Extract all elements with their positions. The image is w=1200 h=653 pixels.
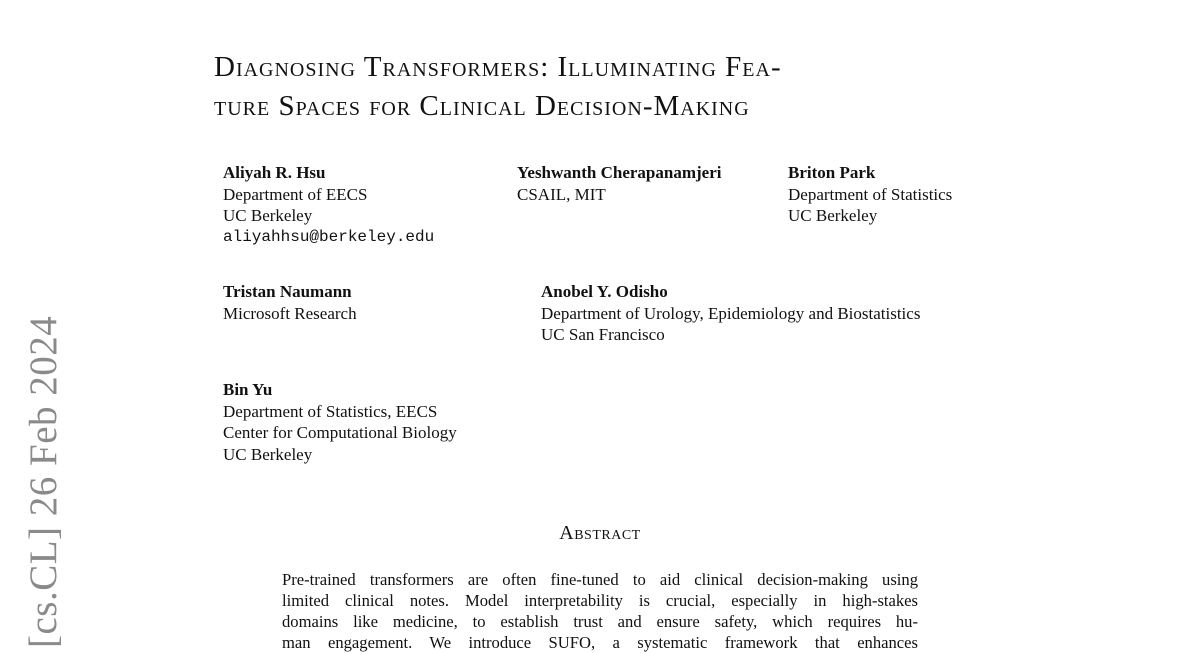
author-block: [223, 162, 434, 248]
arxiv-stamp: [cs.CL] 26 Feb 2024: [22, 315, 65, 648]
author-affiliation: Microsoft Research: [223, 303, 357, 323]
author-name: Briton Park: [788, 163, 876, 182]
abstract-line: limited clinical notes. Model interpretability is crucial, especially in high-stakes: [282, 591, 918, 610]
abstract-line: man engagement. We introduce SUFO, a systematic framework that enhances: [282, 633, 918, 652]
author-affiliation: Department of EECS: [223, 184, 368, 204]
author-email[interactable]: aliyahhsu@berkeley.edu: [223, 227, 435, 246]
author-block: [541, 281, 920, 346]
author-affiliation: Department of Statistics, EECS: [223, 401, 438, 421]
abstract-body: [282, 569, 918, 653]
author-affiliation: Center for Computational Biology: [223, 423, 457, 442]
abstract-line: Pre-trained transformers are often fine-tuned to aid clinical decision-making using: [282, 570, 918, 589]
author-name: Aliyah R. Hsu: [223, 163, 326, 182]
author-block: [788, 162, 952, 227]
author-block: [517, 162, 721, 205]
author-affiliation: UC Berkeley: [223, 444, 313, 464]
author-affiliation: UC Berkeley: [223, 206, 313, 225]
author-block: [223, 379, 457, 465]
title-line-2: ture Spaces for Clinical Decision-Making: [214, 90, 750, 122]
author-name: Yeshwanth Cherapanamjeri: [517, 163, 722, 182]
author-block: [223, 281, 357, 324]
author-affiliation: UC Berkeley: [788, 206, 878, 225]
abstract-line: domains like medicine, to establish trust and ensure safety, which requires hu-: [282, 612, 918, 631]
author-name: Bin Yu: [223, 380, 273, 399]
author-name: Anobel Y. Odisho: [541, 282, 668, 301]
author-affiliation: Department of Statistics: [788, 184, 953, 204]
title-line-1: Diagnosing Transformers: Illuminating Fea-: [214, 51, 782, 83]
author-affiliation: UC San Francisco: [541, 325, 665, 344]
paper-title: [214, 48, 1014, 126]
author-affiliation: CSAIL, MIT: [517, 184, 606, 204]
abstract-heading: Abstract: [559, 522, 641, 544]
author-name: Tristan Naumann: [223, 282, 352, 301]
author-affiliation: Department of Urology, Epidemiology and Biostatistics: [541, 303, 921, 323]
